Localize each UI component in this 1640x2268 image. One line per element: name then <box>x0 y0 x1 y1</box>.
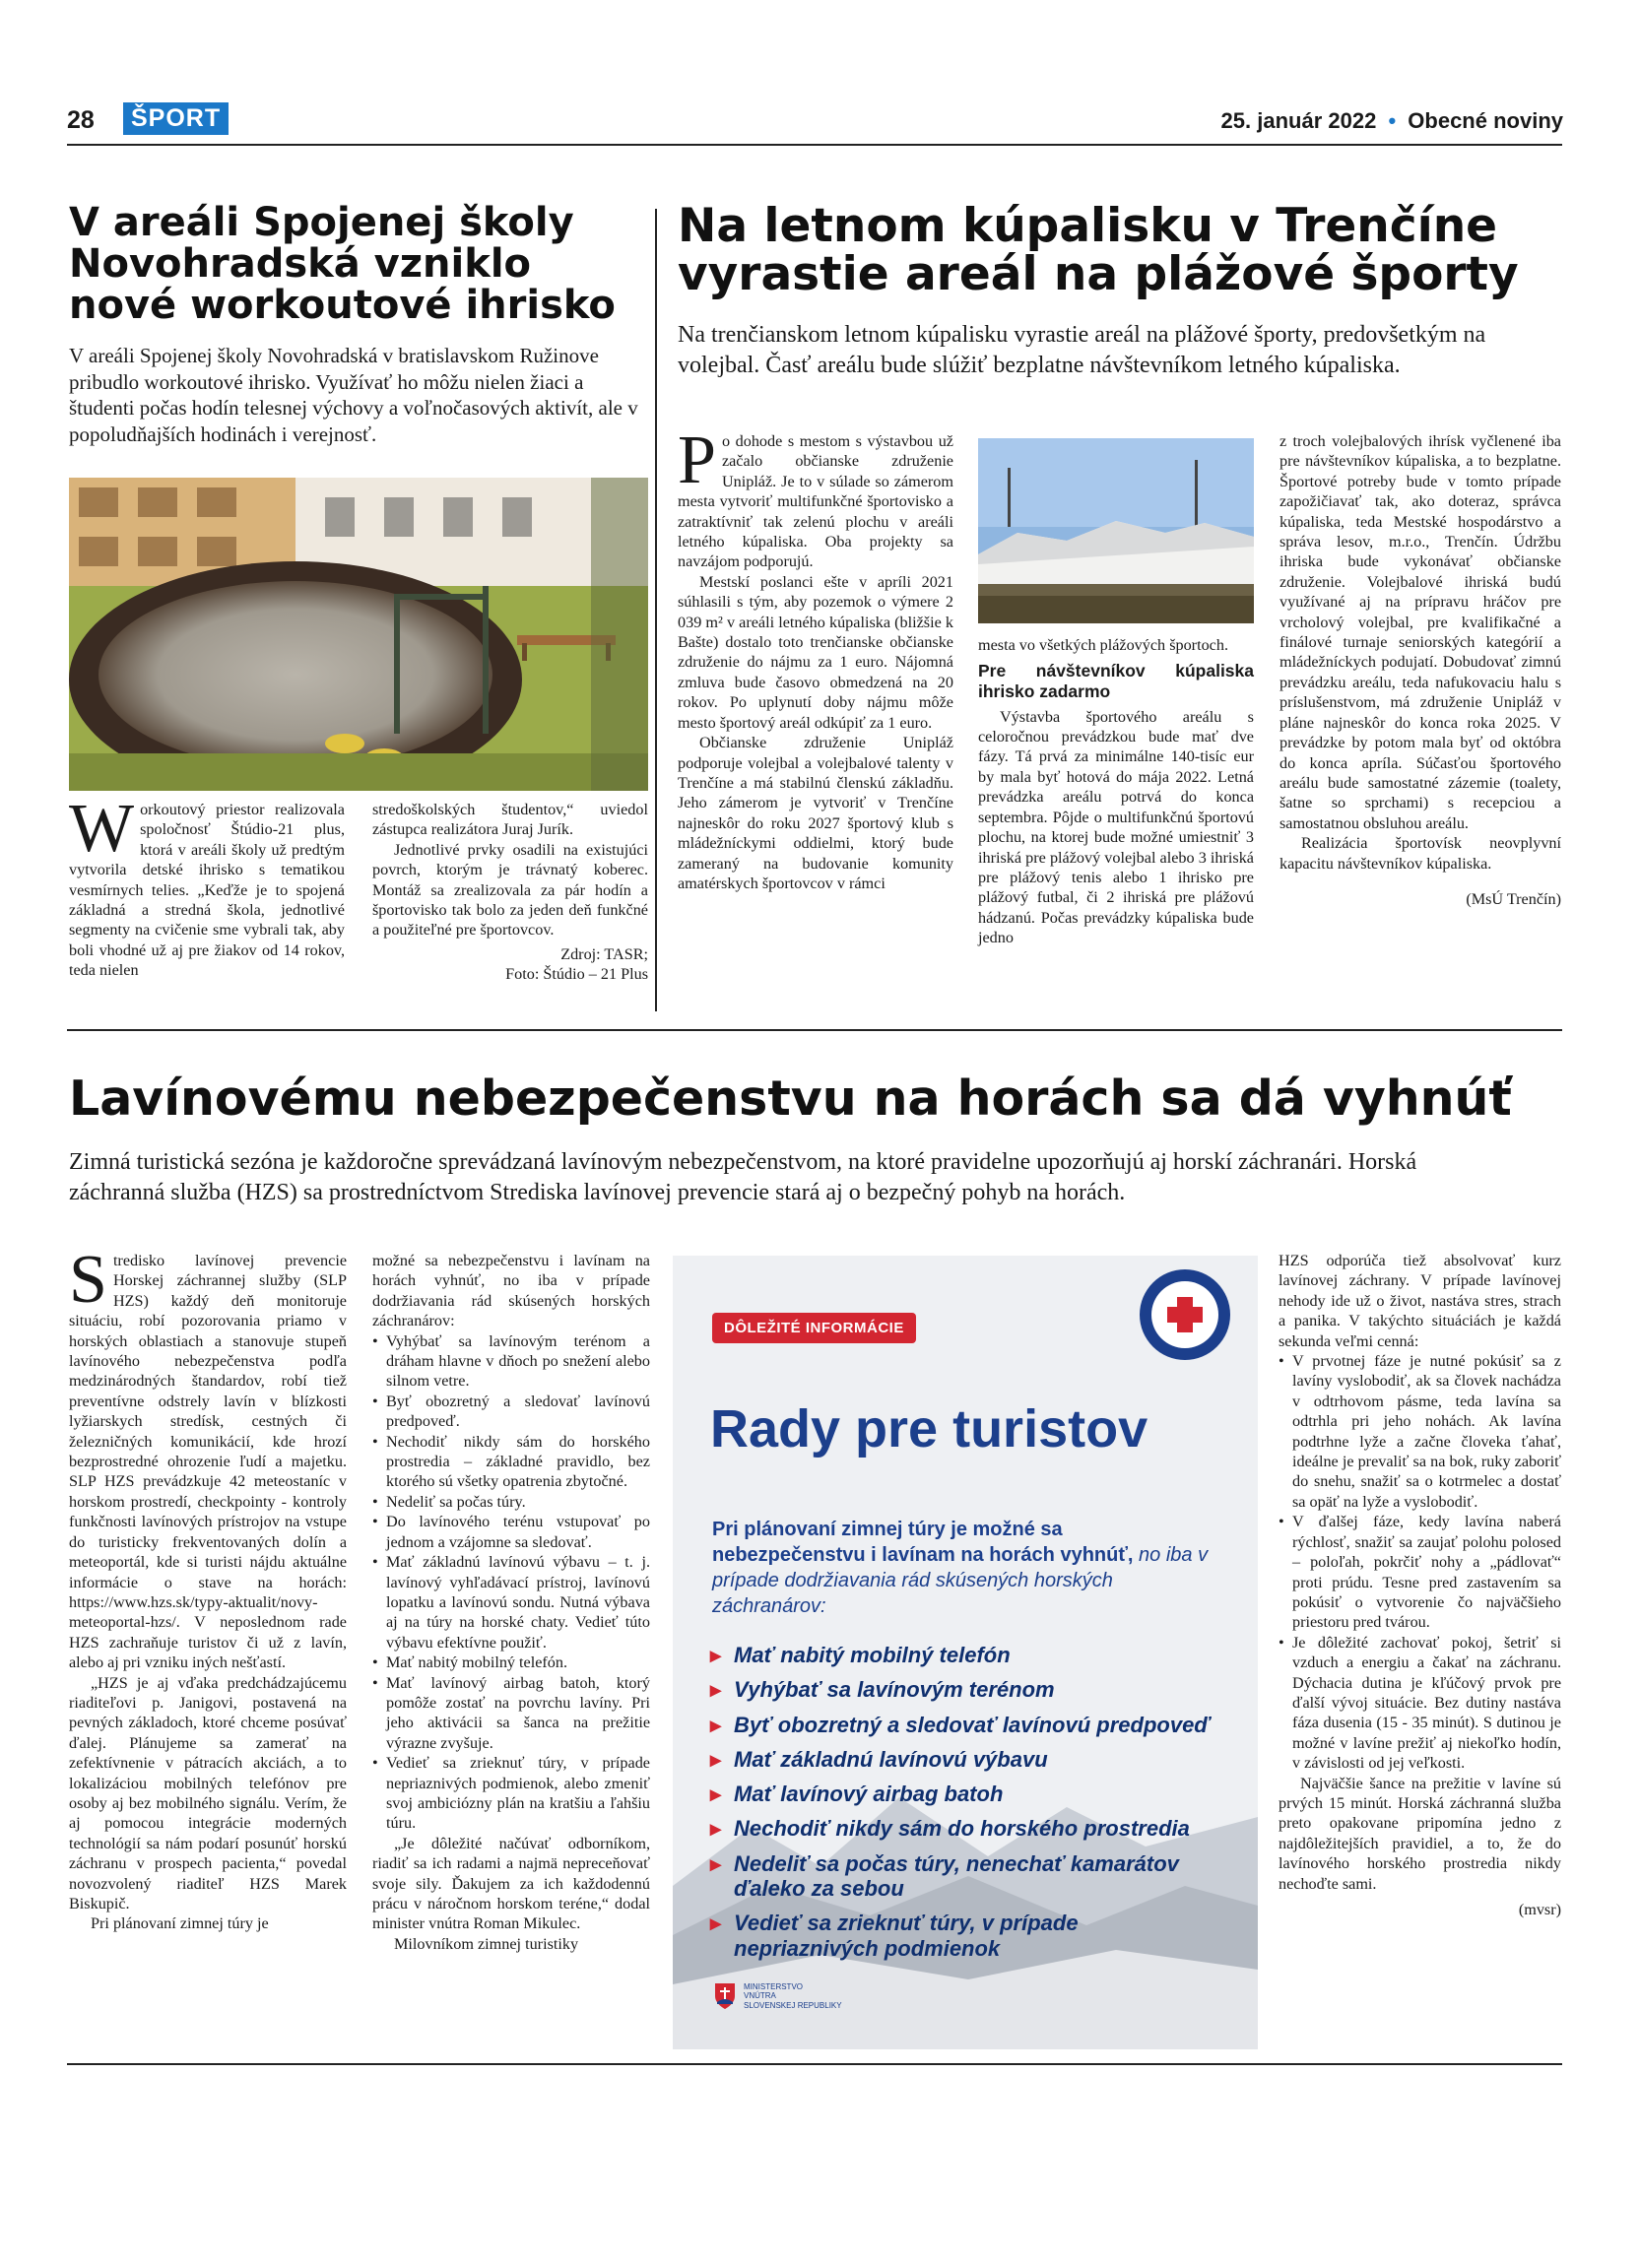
article2-subhead: Pre návštevníkov kúpaliska ihrisko zadarmo <box>978 661 1254 701</box>
info-item: ▸ Mať základnú lavínovú výbavu <box>710 1747 1222 1772</box>
beach-volley-photo <box>978 438 1254 623</box>
section-rule <box>67 1029 1562 1031</box>
article1-col2 <box>372 800 648 985</box>
article3-title: Lavínovému nebezpečenstvu na horách sa dá vyhnúť <box>69 1070 1512 1127</box>
article2-lead: Na trenčianskom letnom kúpalisku vyrastie areál na plážové športy, predovšetkým na volejbal. Časť areálu bude slúžiť bezplatne návštevníkom letného kúpaliska. <box>678 322 1486 378</box>
article1-source: Zdroj: TASR; <box>560 944 648 963</box>
article3-col2-intro: možné sa nebezpečenstvu i lavínam na horách vyhnúť, no iba v prípade dodržiavania rád skúsených horských záchranárov: <box>372 1252 650 1330</box>
list-item: • Nedeliť sa počas túry. <box>372 1492 650 1512</box>
article2-col2-p2: Výstavba športového areálu s celoročnou prevádzkou bude mať dve fázy. Tá prvá za minimálne 140-tisíc eur by mala byť hotová do mája 2022. Letná prevádzka areálu potrvá do konca septembra. Pôjde o multifunkčnú športovú plochu, na ktorej bude možné umiestniť 3 ihriská pre plážový volejbal alebo 3 ihriská pre plážový tenis alebo 1 ihrisko pre plážový futbal, či 2 ihriská pre plážovú hádzanú. Počas prevádzky kúpaliska bude jedno <box>978 707 1254 947</box>
footer-rule <box>67 2063 1562 2065</box>
list-item: • V ďalšej fáze, kedy lavína naberá rýchlosť, snažiť sa zaujať polohu polosed – poloľah, pokrčiť nohy a „pádlovať“ proti prúdu. Tesne pred zastavením sa pokúsiť o vytvorenie čo najväčšieho priestoru pred tvárou. <box>1279 1512 1561 1632</box>
list-item: • Mať nabitý mobilný telefón. <box>372 1652 650 1672</box>
list-item: • Mať základnú lavínovú výbavu – t. j. lavínový vyhľadávací prístroj, lavínovú lopatku a lavínovú sondu. Nutná výbava aj na túry na horské chaty. Vedieť túto výbavu efektívne použiť. <box>372 1552 650 1652</box>
article3-col2-quote: „Je dôležité načúvať odborníkom, riadiť sa ich radami a najmä nepreceňovať svoje sily. Ďakujem za ich každodennú prácu v náročnom horskom teréne,“ dodal minister vnútra Roman Mikulec. <box>372 1834 650 1933</box>
info-item: ▸ Nechodiť nikdy sám do horského prostredia <box>710 1816 1222 1841</box>
info-item: ▸ Mať lavínový airbag batoh <box>710 1782 1222 1806</box>
article1-col2-p1: stredoškolských študentov,“ uviedol zástupca realizátora Juraj Jurík. <box>372 801 648 839</box>
article1-dropcap: W <box>69 791 135 867</box>
mountain-rescue-emblem <box>1138 1267 1232 1362</box>
info-item: ▸ Vyhýbať sa lavínovým terénom <box>710 1677 1222 1702</box>
list-item: • Vedieť sa zrieknuť túry, v prípade nepriaznivých podmienok, alebo zmeniť svoj ambiciózny plán na kratšiu a ľahšiu túru. <box>372 1753 650 1834</box>
article1-title: V areáli Spojenej školy Novohradská vzniklo nové workoutové ihrisko <box>69 200 616 328</box>
article1-col1-text: orkoutový priestor realizovala spoločnosť Štúdio-21 plus, ktorá v areáli školy už predtým vytvorila detské ihrisko s tematikou vesmírnych telies. „Keďže je to spojená základná a stredná škola, jednotlivé segmenty na cvičenie sme vybrali tak, aby boli vhodné už aj pre žiakov od 14 rokov, teda nielen <box>69 801 345 980</box>
article3-tips-list <box>372 1331 650 1834</box>
info-tips <box>710 1643 1222 1971</box>
article2-col2-p1: mesta vo všetkých plážových športoch. <box>978 636 1228 654</box>
article1-lead: V areáli Spojenej školy Novohradská v bratislavskom Ružinove pribudlo workoutové ihrisko. Využívať ho môžu nielen žiaci a študenti počas hodín telesnej výchovy a voľnočasových aktivít, ale v popoludňajších hodinách i verejnosť. <box>69 344 638 446</box>
article3-lead: Zimná turistická sezóna je každoročne sprevádzaná lavínovým nebezpečenstvom, na ktoré pravidelne upozorňujú aj horskí záchranári. Horská záchranná služba (HZS) sa prostredníctvom Strediska lavínovej prevencie stará aj o bezpečný pohyb na horách. <box>69 1149 1417 1205</box>
list-item: • Byť obozretný a sledovať lavínovú predpoveď. <box>372 1392 650 1432</box>
ministry-line2: VNÚTRA <box>744 1991 776 2001</box>
header-right <box>1221 108 1563 134</box>
article3-dropcap: S <box>69 1242 107 1318</box>
list-item: • Nechodiť nikdy sám do horského prostredia – základné pravidlo, bez ktorého sú všetky opatrenia zbytočné. <box>372 1432 650 1492</box>
ministry-logo <box>714 1982 842 2010</box>
article1-col2-p2: Jednotlivé prvky osadili na existujúci povrch, ktorým je trávnatý koberec. Montáž sa zrealizovala za pár hodín a športovisko tak bolo za jeden deň funkčné a použiteľné pre športovcov. <box>372 840 648 940</box>
header-rule <box>67 144 1562 146</box>
info-item: ▸ Vedieť sa zrieknuť túry, v prípade nepriaznivých podmienok <box>710 1911 1222 1961</box>
article2-col3 <box>1279 431 1561 909</box>
workout-playground-photo <box>69 478 648 791</box>
info-title: Rady pre turistov <box>710 1399 1148 1458</box>
list-item: • Mať lavínový airbag batoh, ktorý pomôže zostať na povrchu lavíny. Pri jeho aktivácii sa šanca na prežitie výrazne zvyšuje. <box>372 1673 650 1754</box>
info-intro-bold: Pri plánovaní zimnej túry je možné sa nebezpečenstvu i lavínam na horách vyhnúť, <box>712 1519 1134 1566</box>
article3-avalanche-steps <box>1279 1351 1561 1774</box>
ministry-line1: MINISTERSTVO <box>744 1982 804 1992</box>
workout-photo-illustration <box>69 478 648 791</box>
article3-col4-intro: HZS odporúča tiež absolvovať kurz lavínovej záchrany. V prípade lavínovej nehody ide už o život, nastáva stres, strach a panika. V takýchto situáciách je každá sekunda veľmi cenná: <box>1279 1252 1561 1350</box>
info-badge: DÔLEŽITÉ INFORMÁCIE <box>712 1313 916 1343</box>
section-label: ŠPORT <box>123 102 229 135</box>
article3-col2 <box>372 1251 650 1954</box>
article1-photo-credit: Foto: Štúdio – 21 Plus <box>505 965 648 984</box>
article2-col1-p1: o dohode s mestom s výstavbou už začalo občianske združenie Unipláž. Je to v súlade so zámerom mesta vytvoriť multifunkčné športovisko a zatraktívniť tak zelenú plochu v areáli letného kúpaliska. Oba projekty sa navzájom podporujú. <box>678 432 953 571</box>
list-item: • Je dôležité zachovať pokoj, šetriť si vzduch a energiu a čakať na záchranu. Dýchacia dutina je kľúčový prvok pre ďalší vývoj situácie. Bez dutiny nastáva fáza dusenia (15 - 35 minút). S dutinou je možné v lavíne prežiť aj niekoľko hodín, v závislosti od jej veľkosti. <box>1279 1633 1561 1774</box>
issue-date: 25. január 2022 <box>1220 108 1377 133</box>
info-item: ▸ Byť obozretný a sledovať lavínovú predpoveď <box>710 1713 1222 1737</box>
article3-col2-end: Milovníkom zimnej turistiky <box>394 1934 579 1953</box>
article3-col1-p1: tredisko lavínovej prevencie Horskej záchrannej služby (SLP HZS) každý deň monitoruje situáciu, robí pozorovania priamo v horských oblastiach a stanovuje stupeň lavínového nebezpečenstva podľa medzinárodných štandardov, robí tiež preventívne odstrely lavín v blízkosti lyžiarskych stredísk, cestných či železničných komunikácií, kde hrozí bezprostredné ohrozenie ľudí a majetku. SLP HZS prevádzkuje 42 meteostaníc v horskom prostredí, checkpointy - kontroly funkčnosti lavínových prístrojov na vstupe do turisticky frekventovaných dolín a meteoportál, kde si turisti nájdu aktuálne informácie o stave na horách: https://www.hzs.sk/typy-aktualit/novy-meteoportal-hzs/. V neposlednom rade HZS zachraňuje turistov či už z lavín, alebo aj pri vzniku iných nešťastí. <box>69 1252 347 1672</box>
article2-col1 <box>678 422 953 893</box>
rescue-cross-icon <box>1138 1267 1232 1362</box>
article3-col1 <box>69 1242 347 1934</box>
article3-signature: (mvsr) <box>1518 1901 1561 1918</box>
article3-col4-p2: Najväčšie šance na prežitie v lavíne sú prvých 15 minút. Horská záchranná služba preto opakovane pripomína jedno z najdôležitejších pravidiel, a to, že do lavínového horského prostredia nikdy nechoďte sami. <box>1279 1774 1561 1893</box>
article2-col3-p1: z troch volejbalových ihrísk vyčlenené iba pre návštevníkov kúpaliska, a to bezplatne. Športové potreby bude v tomto prípade zapožičiavať tak, ako doteraz, správca kúpaliska, teda Mestské hospodárstvo a správa lesov, m.r.o., Trenčín. Údržbu ihriska bude vykonávať občianske združenie. Volejbalové ihriská budú využívané aj na prípravu hráčov pre vrcholový volejbal, pre kvalifikačné a finálové turnaje seniorských kategórií a mládežníckych podujatí. Dobudovať zimnú prevádzku areálu, teda nafukovaciu halu s príslušenstvom, má združenie Unipláž v pláne najneskôr do konca roka 2025. V prevádzke by potom mala byť od októbra do konca apríla. Súčasťou športového areálu bude samostatné zázemie (toalety, šatne so sprchami) s recepciou a samostatnou obsluhou areálu. <box>1279 432 1561 832</box>
article3-col1-p2: „HZS je aj vďaka predchádzajúcemu riaditeľovi p. Janigovi, postavená na pevných základoch, ktoré chceme posúvať ďalej. Plánujeme sa zamerať na zefektívnenie v pátracích akciách, a to lokalizáciou mobilných telefónov pre osoby aj bez mobilného signálu. Verím, že aj pomocou integrácie moderných technológií sa nám podarí posunúť horskú záchranu v prospech pacienta,“ povedal novozvolený riaditeľ HZS Marek Biskupič. <box>69 1673 347 1912</box>
list-item: • Vyhýbať sa lavínovým terénom a dráham hlavne v dňoch po snežení alebo silnom vetre. <box>372 1331 650 1392</box>
page-number: 28 <box>67 106 95 134</box>
ministry-line3: SLOVENSKEJ REPUBLIKY <box>744 2000 842 2010</box>
article2-col2 <box>978 635 1254 948</box>
article3-col4 <box>1279 1251 1561 1919</box>
coat-of-arms-icon <box>714 1982 736 2010</box>
article1-col1 <box>69 791 345 981</box>
infographic-panel <box>673 1256 1258 2049</box>
article2-col1-p2: Mestskí poslanci ešte v apríli 2021 súhlasili s tým, aby pozemok o výmere 2 039 m² v areáli letného kúpaliska (bližšie k Bašte) dostalo toto trenčianske občianske združenie do nájmu za 1 euro. Nájomná zmluva bude časovo obmedzená na 20 rokov. Po uplynutí doby nájmu môže mesto športový areál odkúpiť za 1 euro. <box>678 572 953 732</box>
article2-signature: (MsÚ Trenčín) <box>1466 889 1561 908</box>
info-item: ▸ Mať nabitý mobilný telefón <box>710 1643 1222 1667</box>
header-separator: • <box>1388 108 1397 133</box>
article2-col3-p2: Realizácia športovísk neovplyvní kapacitu návštevníkov kúpaliska. <box>1279 834 1561 873</box>
info-intro-rest: no iba v prípade dodržiavania rád skúsených horských záchranárov: <box>712 1544 1209 1617</box>
article2-col1-p3: Občianske združenie Unipláž podporuje volejbal a volejbalové talenty v Trenčíne a má stabilnú členskú základňu. Jeho zámerom je vytvoriť v Trenčíne najneskôr do roku 2027 športový klub s mládežníckymi oddielmi, ktorý bude zameraný na budovanie komunity amatérskych športovcov v rámci <box>678 734 953 892</box>
column-divider <box>655 209 657 1011</box>
list-item: • Do lavínového terénu vstupovať po jednom a vzájomne sa sledovať. <box>372 1512 650 1552</box>
info-intro <box>712 1517 1214 1619</box>
article2-dropcap: P <box>678 422 716 498</box>
publication-name: Obecné noviny <box>1408 108 1563 133</box>
article2-title: Na letnom kúpalisku v Trenčíne vyrastie areál na plážové športy <box>678 199 1519 302</box>
article3-col1-p3: Pri plánovaní zimnej túry je <box>91 1914 269 1933</box>
info-item: ▸ Nedeliť sa počas túry, nenechať kamarátov ďaleko za sebou <box>710 1851 1222 1902</box>
beach-photo-illustration <box>978 438 1254 623</box>
list-item: • V prvotnej fáze je nutné pokúsiť sa z lavíny vyslobodiť, ak sa človek nachádza v odtrhovom pásme, teda lavína sa odtrhla pri jeho nohách. Ak lavína podtrhne lyže a začne človeka ťahať, ideálne je prevaliť sa na bok, ruky zaboriť do snehu, snažiť sa o kotrmelec a dostať sa opäť na lyže a vyslobodiť. <box>1279 1351 1561 1512</box>
